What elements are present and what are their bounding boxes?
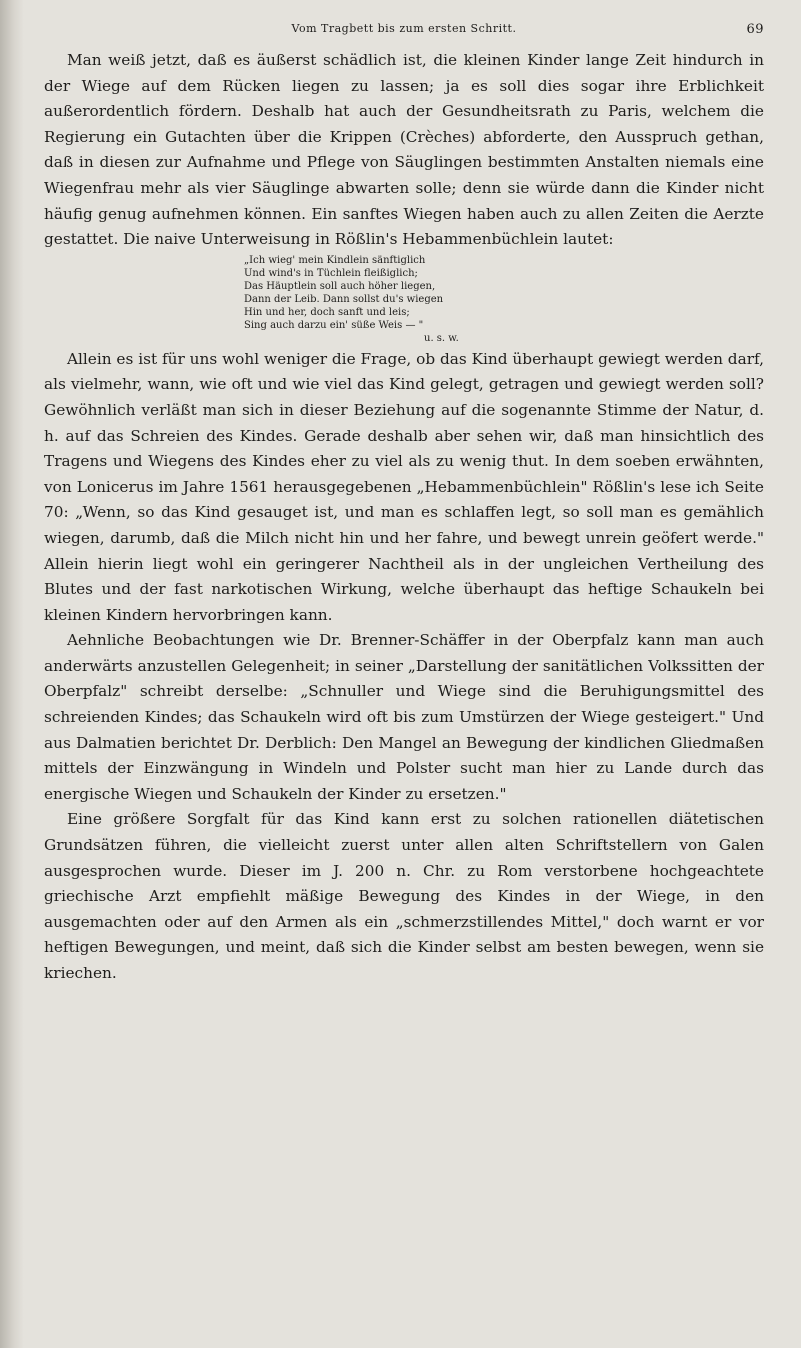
- paragraph: Allein es ist für uns wohl weniger die Frage, ob das Kind überhaupt gewiegt werden darf, als vielmehr, wann, wie oft und wie viel das Kind gelegt, getragen und gewiegt werden soll? Gewöhnlich verläßt man sich in dieser Beziehung auf die sogenannte Stimme der Natur, d. h. auf das Schreien des Kindes. Gerade deshalb aber sehen wir, daß man hinsichtlich des Tragens und Wiegens des Kindes eher zu viel als zu wenig thut. In dem soeben erwähnten, von Lonicerus im Jahre 1561 herausgegebenen „Hebammenbüchlein" Rößlin's lese ich Seite 70: „Wenn, so das Kind gesauget ist, und man es schlaffen legt, so soll man es gemählich wiegen, darumb, daß die Milch nicht hin und her fahre, und bewegt unrein geöfert werde." Allein hierin liegt wohl ein geringerer Nachtheil als in der ungleichen Vertheilung des Blutes und der fast narkotischen Wirkung, welche überhaupt das heftige Schaukeln bei kleinen Kindern hervorbringen kann.: [44, 349, 764, 624]
- verse-quotation: [244, 254, 764, 345]
- page-number: 69: [746, 22, 764, 37]
- paragraph: Aehnliche Beobachtungen wie Dr. Brenner-Schäffer in der Oberpfalz kann man auch anderwärts anzustellen Gelegenheit; in seiner „Darstellung der sanitätlichen Volkssitten der Oberpfalz" schreibt derselbe: „Schnuller und Wiege sind die Beruhigungsmittel des schreienden Kindes; das Schaukeln wird oft bis zum Umstürzen der Wiege gesteigert." Und aus Dalmatien berichtet Dr. Derblich: Den Mangel an Bewegung der kindlichen Gliedmaßen mittels der Einzwängung in Windeln und Polster sucht man hier zu Lande durch das energische Wiegen und Schaukeln der Kinder zu ersetzen.": [44, 631, 764, 803]
- page-body: [44, 48, 764, 987]
- paragraph: Eine größere Sorgfalt für das Kind kann erst zu solchen rationellen diätetischen Grundsätzen führen, die vielleicht zuerst unter allen alten Schriftstellern von Galen ausgesprochen wurde. Dieser im J. 200 n. Chr. zu Rom verstorbene hochgeachtete griechische Arzt empfiehlt mäßige Bewegung des Kindes in der Wiege, in den ausgemachten oder auf den Armen als ein „schmerzstillendes Mittel," doch warnt er vor heftigen Bewegungen, und meint, daß sich die Kinder selbst am besten bewegen, wenn sie kriechen.: [44, 810, 764, 982]
- running-title: Vom Tragbett bis zum ersten Schritt.: [291, 22, 517, 35]
- verse-line: Das Häuptlein soll auch höher liegen,: [244, 280, 436, 292]
- verse-continuation: u. s. w.: [424, 332, 459, 344]
- verse-line: „Ich wieg' mein Kindlein sänftiglich: [244, 254, 426, 266]
- verse-line: Dann der Leib. Dann sollst du's wiegen: [244, 293, 444, 305]
- page-header: [44, 22, 764, 48]
- paragraph: Man weiß jetzt, daß es äußerst schädlich ist, die kleinen Kinder lange Zeit hindurch in der Wiege auf dem Rücken liegen zu lassen; ja es soll dies sogar ihre Erblichkeit außerordentlich fördern. Deshalb hat auch der Gesundheitsrath zu Paris, welchem die Regierung ein Gutachten über die Krippen (Crèches) abforderte, den Ausspruch gethan, daß in diesen zur Aufnahme und Pflege von Säuglingen bestimmten Anstalten niemals eine Wiegenfrau mehr als vier Säuglinge abwarten solle; denn sie würde dann die Kinder nicht häufig genug aufnehmen können. Ein sanftes Wiegen haben auch zu allen Zeiten die Aerzte gestattet. Die naive Unterweisung in Rößlin's Hebammenbüchlein lautet:: [44, 51, 764, 249]
- verse-line: Hin und her, doch sanft und leis;: [244, 306, 410, 318]
- verse-line: Und wind's in Tüchlein fleißiglich;: [244, 267, 418, 279]
- verse-line: Sing auch darzu ein' süße Weis — ": [244, 319, 424, 331]
- book-page: [44, 22, 764, 987]
- book-gutter-shadow: [0, 0, 24, 1348]
